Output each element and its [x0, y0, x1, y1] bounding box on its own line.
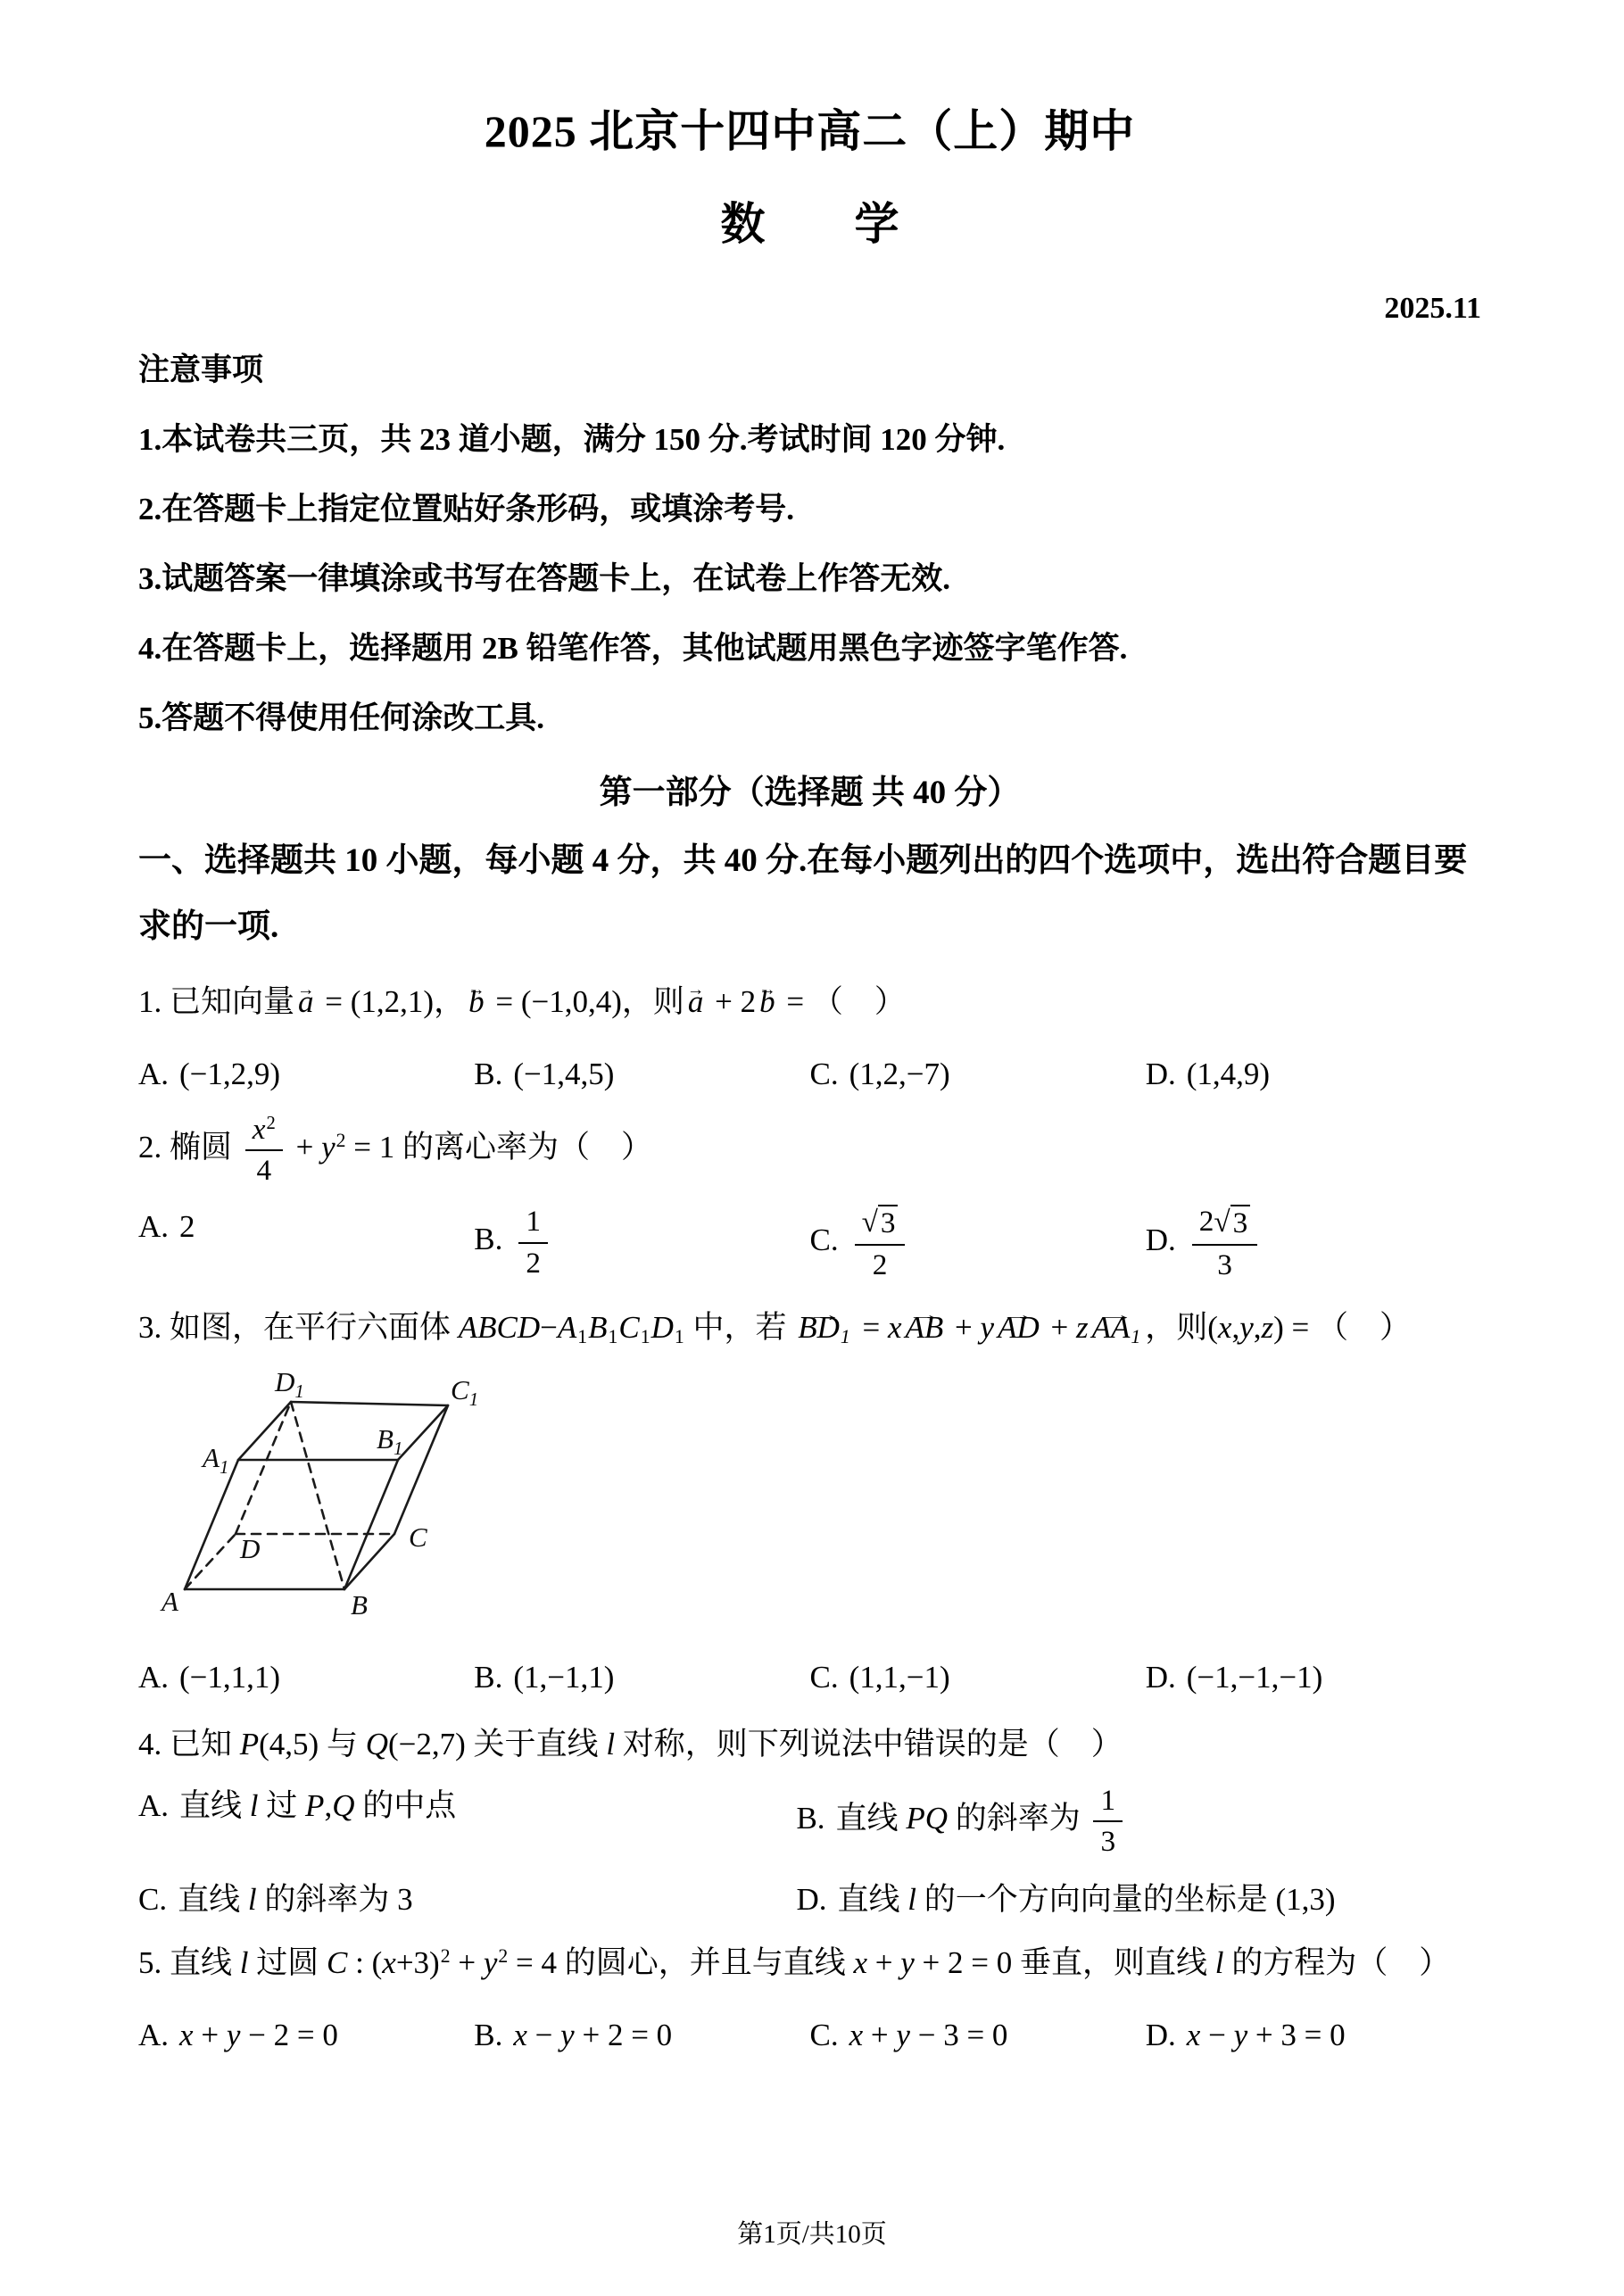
notes-section: [138, 350, 1481, 739]
note-item-2: 2.在答题卡上指定位置贴好条形码，或填涂考号.: [138, 492, 795, 526]
note-item-1: 1.本试卷共三页，共 23 道小题，满分 150 分.考试时间 120 分钟.: [138, 422, 1006, 457]
note-item-5: 5.答题不得使用任何涂改工具.: [138, 700, 545, 735]
option-letter: C.: [138, 1882, 168, 1918]
question-5-option-d: [1146, 2012, 1481, 2059]
question-5-option-a: [138, 2012, 474, 2059]
question-3-option-a: [138, 1654, 474, 1701]
question-3-stem: 3. 如图，在平行六面体 ABCD−A1B1C1D1 中，若 → BD1 = x → AB + y → AD + z → AA1 ，则(x,y,z) = （ ）: [138, 1302, 1481, 1357]
exam-subject: 数 学: [720, 199, 899, 249]
question-2-options: [138, 1204, 1481, 1281]
option-value: 2 √ 3 3: [1187, 1223, 1264, 1257]
question-2-option-d: [1146, 1204, 1481, 1281]
option-letter: D.: [1145, 1223, 1176, 1258]
notes-heading: 注意事项: [138, 352, 264, 387]
question-5-options: [138, 2012, 1481, 2059]
option-value: x − y + 2 = 0: [513, 2018, 673, 2053]
question-5-stem: 5. 直线 l 过圆 C : $(x+3)^2 + y^2 = 4$ 的圆心，并且与直线 x + y + 2 = 0 垂直，则直线 l 的方程为（ ）: [138, 1945, 1451, 1981]
option-value: 直线 l 的一个方向向量的坐标是 (1,3): [837, 1882, 1336, 1918]
option-letter: D.: [796, 1882, 827, 1918]
parallelepiped-figure: [151, 1366, 508, 1643]
option-letter: C.: [809, 1223, 839, 1258]
exam-title: 2025 北京十四中高二（上）期中: [484, 106, 1136, 156]
question-1-option-c: [810, 1051, 1146, 1098]
question-3-option-b: [474, 1654, 809, 1701]
question-4-option-a: [138, 1783, 796, 1859]
question-1-stem: 1. 已知向量 → a = (1,2,1)， → b = (−1,0,4)，则 → a + 2 → b = （ ）: [138, 976, 1481, 1028]
option-value: 直线 l 过 P,Q 的中点: [179, 1787, 457, 1823]
option-value: $\frac{1}{2}$: [513, 1222, 553, 1256]
svg-text:C1: $C_1$: [451, 1373, 479, 1410]
option-value: 直线 PQ 的斜率为 $\frac{1}{3}$: [836, 1801, 1129, 1836]
question-4-option-b: [796, 1783, 1481, 1859]
option-letter: A.: [138, 1787, 170, 1823]
exam-date: 2025.11: [1384, 292, 1481, 325]
svg-text:B1: $B_1$: [377, 1422, 403, 1459]
option-letter: C.: [809, 1057, 839, 1091]
option-value: (−1,−1,−1): [1186, 1659, 1323, 1695]
option-value: √ 3 2: [849, 1223, 911, 1257]
svg-text:A: A: [162, 1585, 178, 1617]
option-letter: A.: [138, 1057, 170, 1091]
question-4-option-c: [138, 1877, 796, 1923]
option-value: (−1,1,1): [179, 1659, 281, 1695]
svg-text:D: D: [240, 1532, 261, 1564]
question-4-stem: 4. 已知 P(4,5) 与 Q(−2,7) 关于直线 l 对称，则下列说法中错误的是（ ）: [138, 1726, 1123, 1761]
question-2: [138, 1112, 1481, 1282]
note-item-4: 4.在答题卡上，选择题用 2B 铅笔作答，其他试题用黑色字迹签字笔作答.: [138, 631, 1128, 666]
option-letter: C.: [809, 1659, 839, 1695]
page-content: [0, 104, 1624, 2059]
option-letter: D.: [1145, 1659, 1176, 1695]
question-2-option-b: [474, 1204, 809, 1281]
option-value: (−1,2,9): [179, 1057, 281, 1091]
option-value: (1,−1,1): [513, 1659, 615, 1695]
option-letter: A.: [138, 2018, 170, 2053]
page-footer: 第1页/共10页: [737, 2220, 887, 2249]
option-letter: C.: [809, 2018, 839, 2053]
option-value: x − y + 3 = 0: [1186, 2018, 1346, 2053]
question-3-options: [138, 1654, 1481, 1701]
option-value: (−1,4,5): [513, 1057, 615, 1091]
svg-text:D1: $D_1$: [275, 1365, 304, 1402]
question-3-figure: [151, 1366, 1481, 1647]
option-value: (1,1,−1): [849, 1659, 950, 1695]
option-value: 2: [179, 1209, 195, 1245]
option-value: x + y − 3 = 0: [849, 2018, 1008, 2053]
option-value: x + y − 2 = 0: [179, 2018, 338, 2053]
note-item-3: 3.试题答案一律填涂或书写在答题卡上，在试卷上作答无效.: [138, 561, 951, 596]
option-letter: D.: [1145, 1057, 1176, 1091]
option-value: (1,4,9): [1186, 1057, 1271, 1091]
svg-text:B: B: [351, 1588, 368, 1620]
question-1-option-d: [1146, 1051, 1481, 1098]
question-1-options: [138, 1051, 1481, 1098]
section-1-intro: 一、选择题共 10 小题，每小题 4 分，共 40 分.在每小题列出的四个选项中，选出符合题目要求的一项.: [138, 842, 1468, 945]
option-value: 直线 l 的斜率为 3: [178, 1882, 413, 1918]
question-1: [138, 976, 1481, 1098]
option-letter: B.: [474, 1222, 503, 1257]
question-5-option-b: [474, 2012, 809, 2059]
option-letter: D.: [1145, 2018, 1176, 2053]
question-4-options: [138, 1783, 1481, 1923]
svg-text:C: C: [409, 1521, 427, 1553]
question-1-option-a: [138, 1051, 474, 1098]
option-letter: B.: [474, 1659, 503, 1695]
option-letter: A.: [138, 1209, 170, 1245]
question-4: [138, 1719, 1481, 1923]
question-3-option-d: [1146, 1654, 1481, 1701]
question-2-stem: 2. 椭圆 $\frac{x^2}{4}$ + $y^2 = 1$ 的离心率为（ ）: [138, 1113, 652, 1188]
question-5: [138, 1937, 1481, 2059]
option-letter: A.: [138, 1659, 170, 1695]
option-letter: B.: [796, 1800, 825, 1836]
option-value: (1,2,−7): [849, 1057, 950, 1091]
svg-text:A1: $A_1$: [203, 1441, 229, 1478]
option-letter: B.: [474, 2018, 503, 2053]
section-1-header: 第一部分（选择题 共 40 分）: [599, 775, 1021, 811]
question-1-option-b: [474, 1051, 809, 1098]
question-3-option-c: [810, 1654, 1146, 1701]
question-3: [138, 1302, 1481, 1701]
question-2-option-c: [810, 1204, 1146, 1281]
option-letter: B.: [474, 1057, 503, 1091]
question-4-option-d: [796, 1877, 1481, 1923]
question-2-option-a: [138, 1204, 474, 1281]
question-5-option-c: [810, 2012, 1146, 2059]
